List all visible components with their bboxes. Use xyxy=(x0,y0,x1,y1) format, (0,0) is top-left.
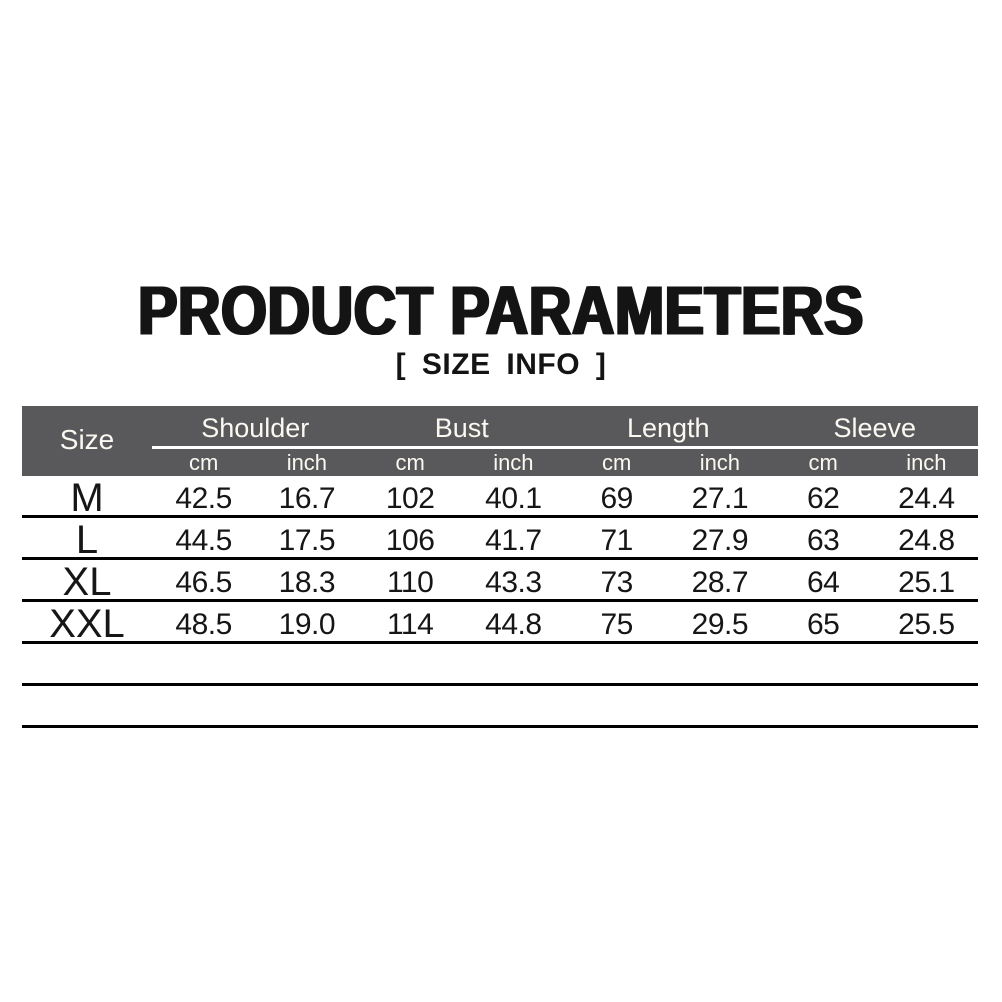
size-info-subtitle: [ SIZE INFO ] xyxy=(395,348,607,381)
unit-header-bust-inch: inch xyxy=(462,446,565,476)
shoulder-cm-value: 46.5 xyxy=(175,565,232,599)
size-value: L xyxy=(75,518,99,562)
column-header-size: Size xyxy=(59,424,115,455)
shoulder-inch-value: 16.7 xyxy=(278,481,336,515)
unit-header-shoulder-cm: cm xyxy=(152,446,255,476)
unit-header-shoulder-inch: inch xyxy=(255,446,358,476)
size-value: XL xyxy=(62,560,112,604)
table-row-xxl xyxy=(22,602,978,644)
shoulder-cm-value: 44.5 xyxy=(175,523,232,557)
size-table xyxy=(22,406,978,728)
bust-cm-value: 106 xyxy=(385,523,435,557)
shoulder-inch-value: 17.5 xyxy=(278,523,336,557)
bust-inch-value: 43.3 xyxy=(485,565,542,599)
bust-inch-value: 44.8 xyxy=(485,607,542,641)
length-inch-value: 27.1 xyxy=(691,481,749,515)
length-cm-value: 73 xyxy=(600,565,633,599)
length-cm-value: 69 xyxy=(600,481,633,515)
unit-header-sleeve-inch: inch xyxy=(875,446,978,476)
empty-table-row xyxy=(22,644,978,686)
table-header xyxy=(22,406,978,476)
unit-header-length-inch: inch xyxy=(668,446,771,476)
shoulder-cm-value: 48.5 xyxy=(175,607,232,641)
sleeve-cm-value: 62 xyxy=(806,481,840,515)
unit-header-sleeve-cm: cm xyxy=(772,446,875,476)
bust-cm-value: 102 xyxy=(385,481,435,515)
sleeve-cm-value: 64 xyxy=(806,565,840,599)
size-value: M xyxy=(70,476,104,520)
shoulder-inch-value: 19.0 xyxy=(278,607,336,641)
unit-header-length-cm: cm xyxy=(565,446,668,476)
sleeve-inch-value: 25.5 xyxy=(898,607,955,641)
column-group-sleeve: Sleeve xyxy=(833,412,917,443)
table-row-xl xyxy=(22,560,978,602)
bust-cm-value: 114 xyxy=(386,607,434,641)
bust-inch-value: 41.7 xyxy=(485,523,542,557)
length-inch-value: 29.5 xyxy=(691,607,749,641)
page-title-text: PRODUCT PARAMETERS xyxy=(138,272,864,351)
table-row-m xyxy=(22,476,978,518)
page-title xyxy=(0,272,1002,351)
bust-inch-value: 40.1 xyxy=(485,481,542,515)
length-cm-value: 75 xyxy=(600,607,633,641)
unit-header-bust-cm: cm xyxy=(359,446,462,476)
table-row-l xyxy=(22,518,978,560)
column-group-shoulder: Shoulder xyxy=(201,412,310,443)
length-inch-value: 27.9 xyxy=(691,523,749,557)
sleeve-inch-value: 25.1 xyxy=(898,565,955,599)
shoulder-inch-value: 18.3 xyxy=(278,565,336,599)
sleeve-cm-value: 63 xyxy=(806,523,840,557)
size-value: XXL xyxy=(49,602,125,646)
column-group-bust: Bust xyxy=(434,412,489,443)
length-inch-value: 28.7 xyxy=(691,565,749,599)
sleeve-cm-value: 65 xyxy=(806,607,840,641)
sleeve-inch-value: 24.4 xyxy=(898,481,955,515)
shoulder-cm-value: 42.5 xyxy=(175,481,232,515)
empty-table-row xyxy=(22,686,978,728)
bust-cm-value: 110 xyxy=(386,565,434,599)
length-cm-value: 71 xyxy=(600,523,633,557)
column-group-length: Length xyxy=(626,412,710,443)
sleeve-inch-value: 24.8 xyxy=(898,523,955,557)
